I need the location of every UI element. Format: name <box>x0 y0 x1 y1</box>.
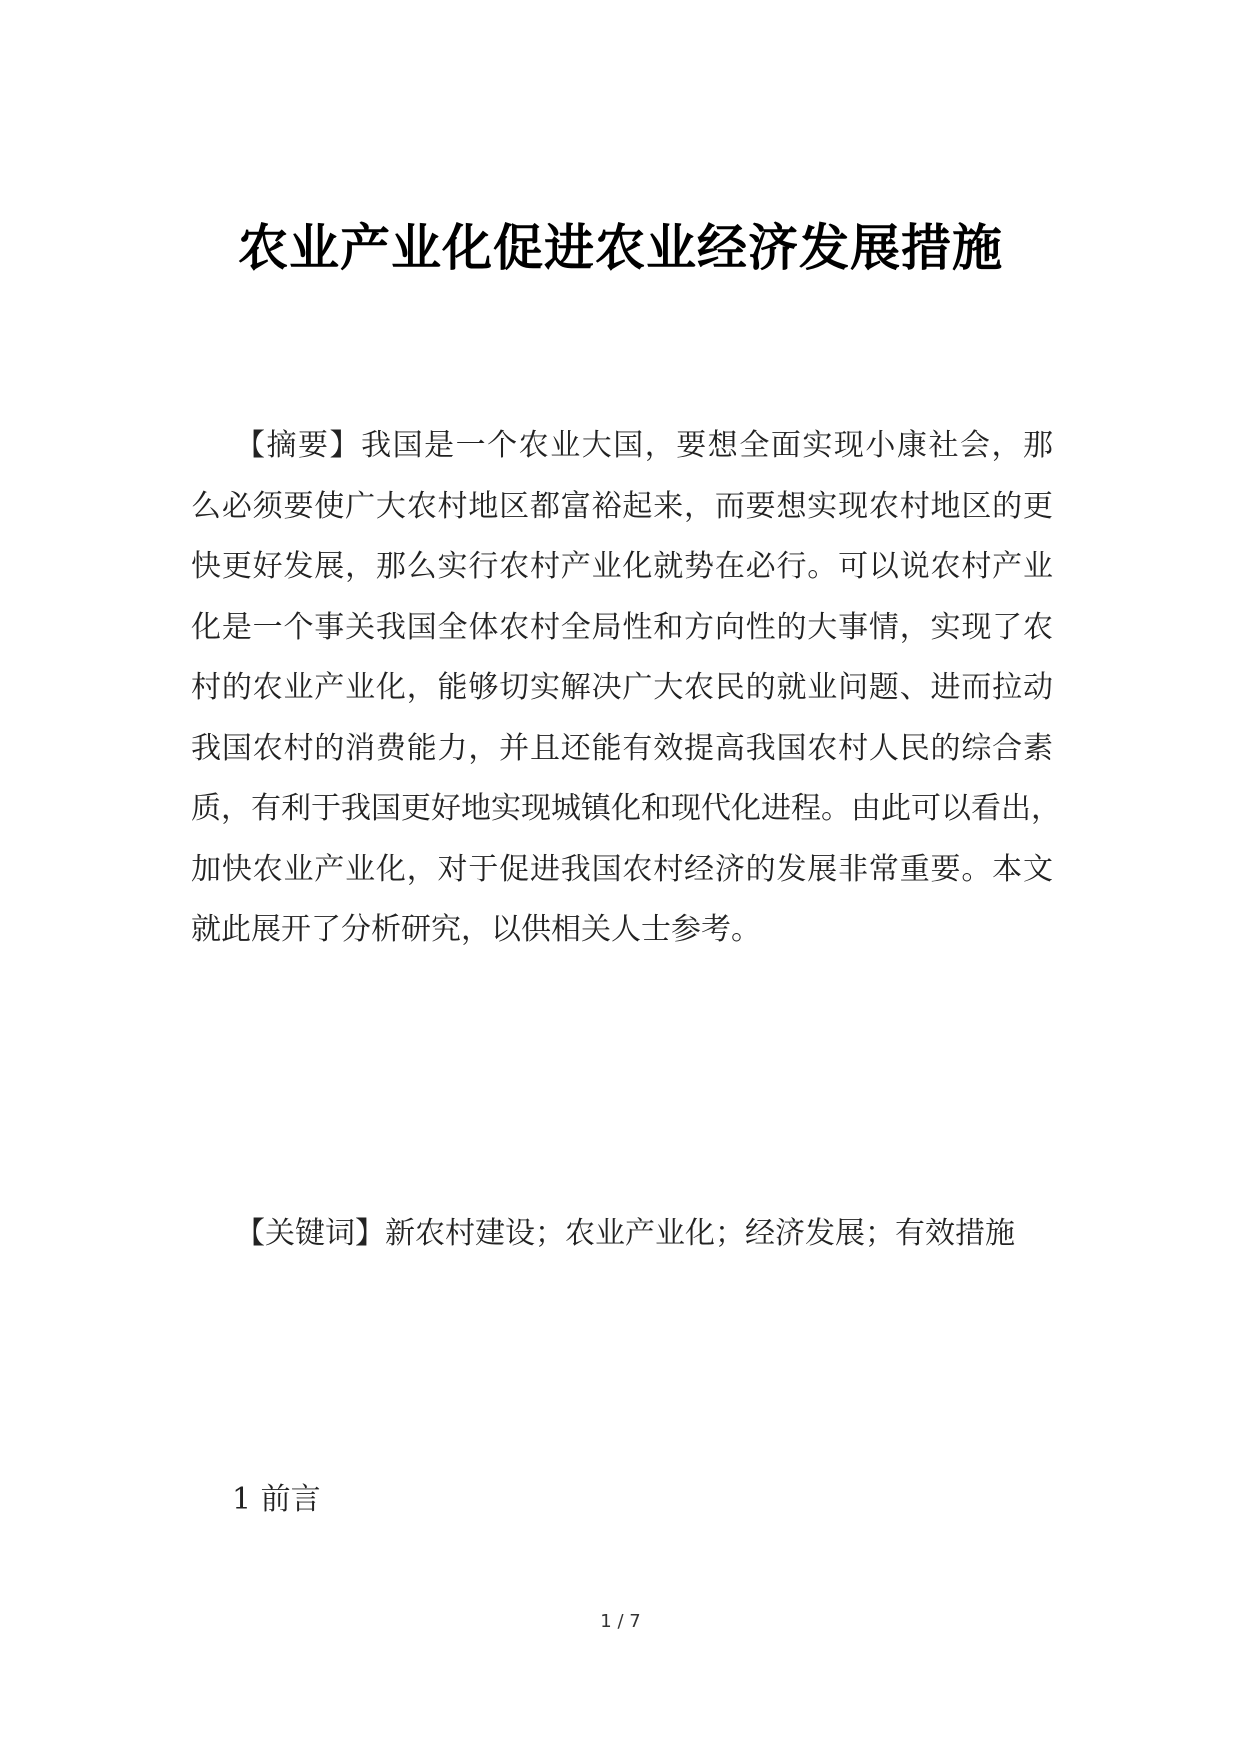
abstract-line: 么必须要使广大农村地区都富裕起来，而要想实现农村地区的更 <box>191 488 1053 524</box>
abstract-line: 加快农业产业化，对于促进我国农村经济的发展非常重要。本文 <box>191 851 1053 887</box>
abstract-line: 化是一个事关我国全体农村全局性和方向性的大事情，实现了农 <box>191 609 1053 645</box>
abstract-paragraph <box>191 416 1061 961</box>
abstract-line: 就此展开了分析研究，以供相关人士参考。 <box>191 912 761 947</box>
abstract-line: 我国农村的消费能力，并且还能有效提高我国农村人民的综合素 <box>191 730 1053 766</box>
document-title: 农业产业化促进农业经济发展措施 <box>238 219 1003 277</box>
page-number: 1 / 7 <box>600 1611 641 1632</box>
abstract-line: 质，有利于我国更好地实现城镇化和现代化进程。由此可以看出， <box>191 791 1061 826</box>
section-heading: 1 前言 <box>232 1482 321 1517</box>
keywords-line: 【关键词】新农村建设；农业产业化；经济发展；有效措施 <box>235 1216 1015 1251</box>
abstract-line: 快更好发展，那么实行农村产业化就势在必行。可以说农村产业 <box>191 549 1053 584</box>
abstract-line: 【摘要】我国是一个农业大国，要想全面实现小康社会，那 <box>235 428 1053 463</box>
abstract-line: 村的农业产业化，能够切实解决广大农民的就业问题、进而拉动 <box>191 670 1053 705</box>
